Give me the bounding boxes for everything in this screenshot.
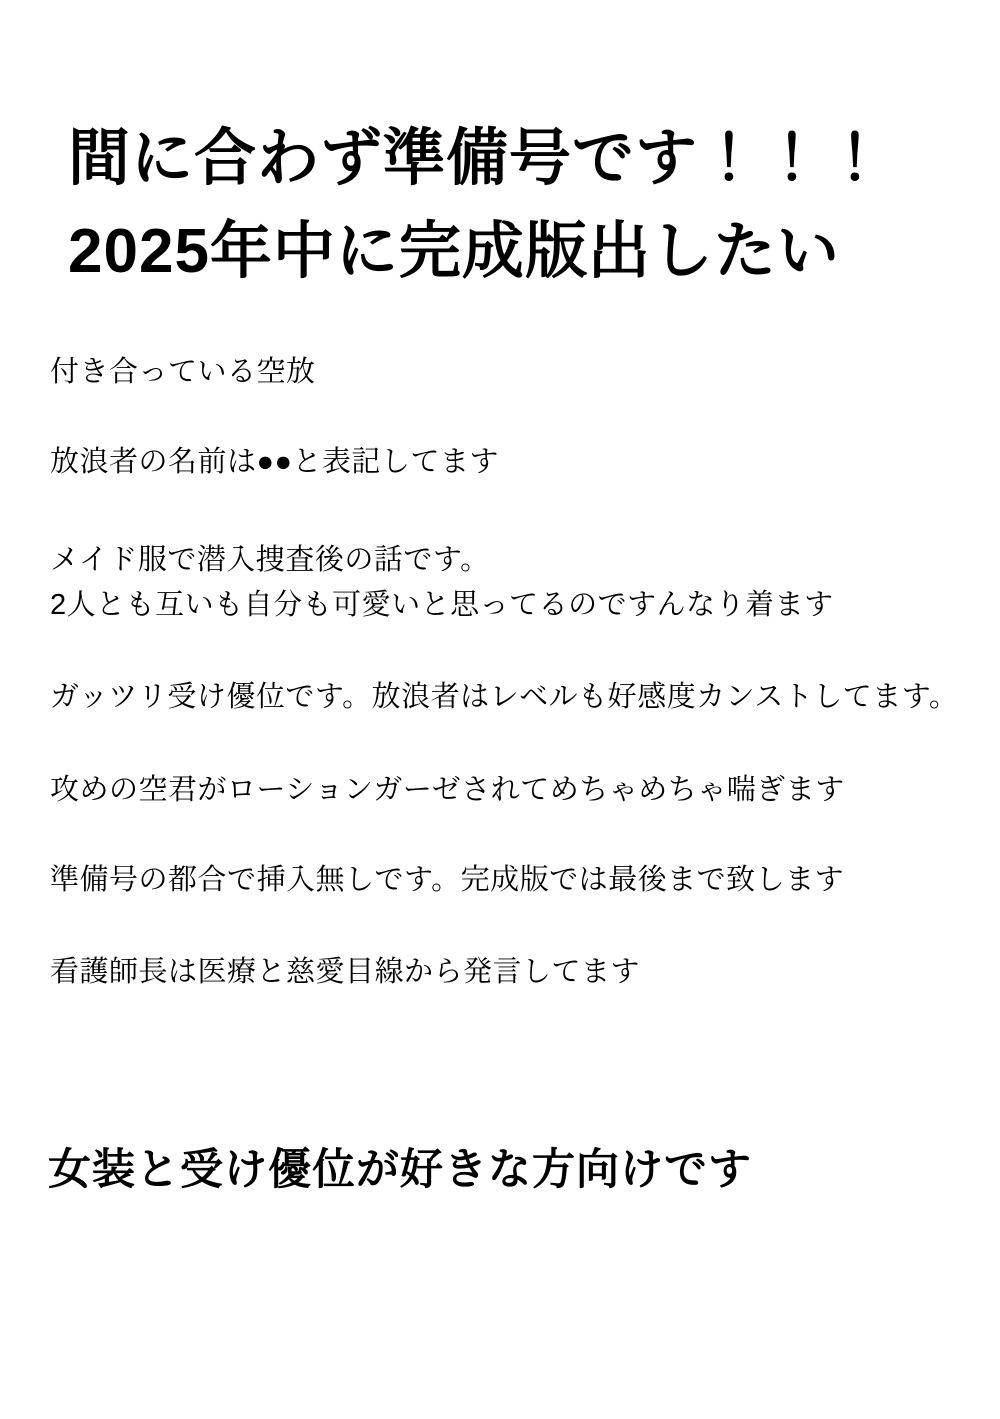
- page-title-line-1: 間に合わず準備号です！！！: [68, 124, 888, 193]
- note-paragraph-7: [50, 950, 640, 995]
- note-paragraph-2: [50, 440, 499, 485]
- note-line: 放浪者の名前は●●と表記してます: [50, 446, 500, 478]
- note-paragraph-4: [50, 675, 958, 720]
- note-paragraph-1: [50, 350, 316, 395]
- note-line: 2人とも互いも自分も可愛いと思ってるのですんなり着ます: [50, 589, 834, 621]
- note-paragraph-6: [50, 858, 844, 903]
- note-line: ガッツリ受け優位です。放浪者はレベルも好感度カンストしてます。: [50, 681, 959, 713]
- note-line: メイド服で潜入捜査後の話です。: [50, 544, 490, 576]
- footer-note: 女装と受け優位が好きな方向けです: [48, 1146, 752, 1194]
- note-paragraph-3: [50, 538, 834, 628]
- note-line: 看護師長は医療と慈愛目線から発言してます: [50, 956, 641, 988]
- note-line: 攻めの空君がローションガーゼされてめちゃめちゃ喘ぎます: [50, 774, 845, 806]
- note-paragraph-5: [50, 768, 845, 813]
- note-line: 付き合っている空放: [50, 356, 316, 388]
- page-title-line-2: 2025年中に完成版出したい: [68, 217, 840, 286]
- note-line: 準備号の都合で挿入無しです。完成版では最後まで致します: [50, 864, 845, 896]
- page-title: [68, 112, 887, 298]
